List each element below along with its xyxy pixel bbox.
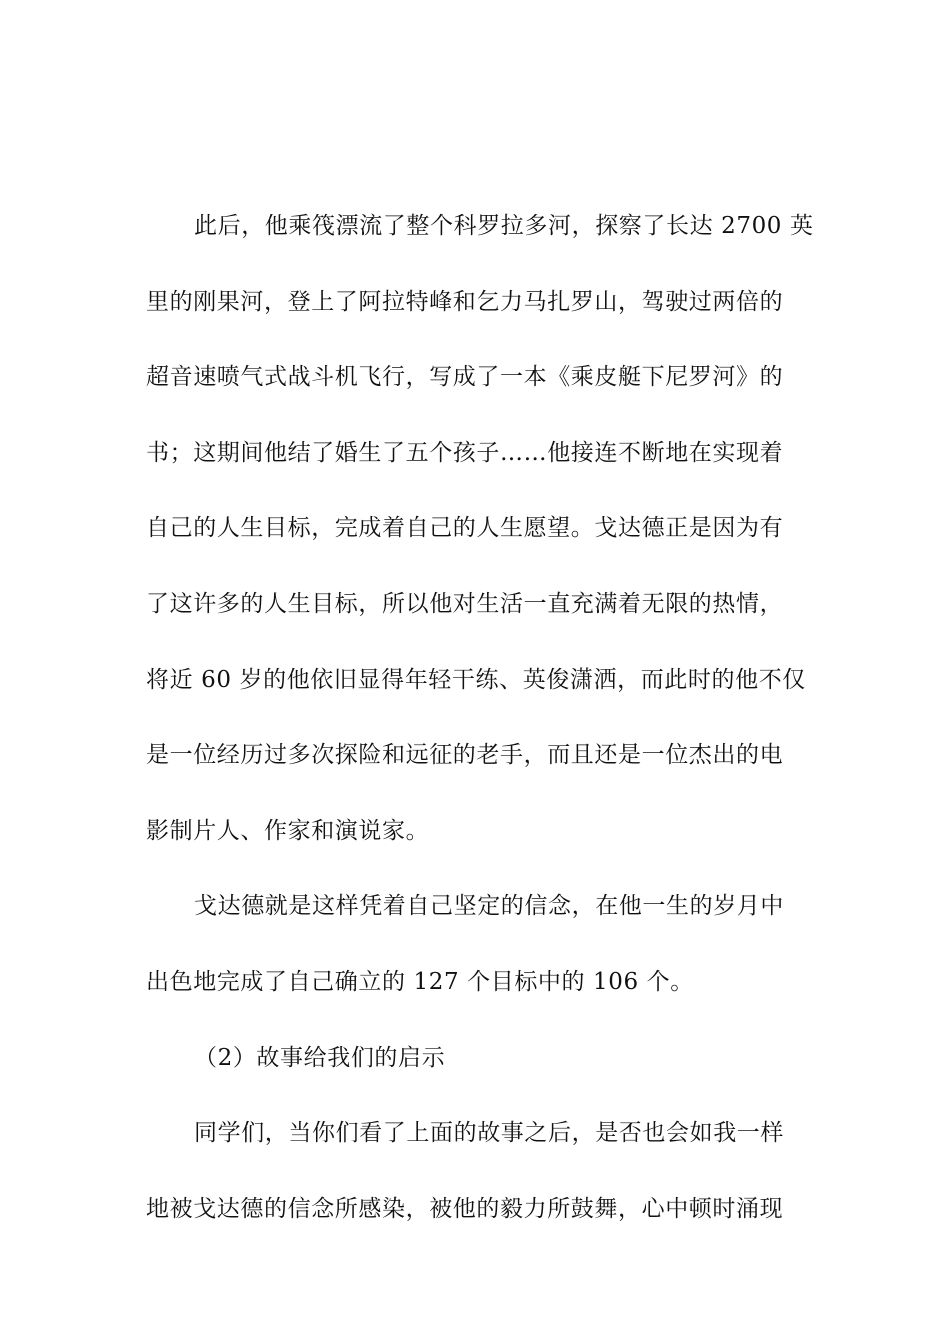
paragraph-line: 里的刚果河，登上了阿拉特峰和乞力马扎罗山，驾驶过两倍的 [146,288,784,315]
paragraph-line: 戈达德就是这样凭着自己坚定的信念，在他一生的岁月中 [194,893,784,920]
body-text [146,196,814,1254]
paragraph-line: 了这许多的人生目标，所以他对生活一直充满着无限的热情， [146,590,784,617]
paragraph-line: 自己的人生目标，完成着自己的人生愿望。戈达德正是因为有 [146,515,784,542]
paragraph-line: 地被戈达德的信念所感染，被他的毅力所鼓舞，心中顿时涌现 [146,1195,784,1222]
paragraph-line: 影制片人、作家和演说家。 [146,817,430,844]
paragraph-line: 是一位经历过多次探险和远征的老手，而且还是一位杰出的电 [146,742,784,769]
paragraph-line: 此后，他乘筏漂流了整个科罗拉多河，探察了长达 2700 英 [194,213,814,239]
section-heading: （2）故事给我们的启示 [194,1044,446,1071]
paragraph-line: 出色地完成了自己确立的 127 个目标中的 106 个。 [146,968,694,995]
paragraph-line: 超音速喷气式战斗机飞行，写成了一本《乘皮艇下尼罗河》的 [146,364,784,391]
paragraph-line: 将近 60 岁的他依旧显得年轻干练、英俊潇洒，而此时的他不仅 [146,666,806,693]
paragraph-line: 同学们，当你们看了上面的故事之后，是否也会如我一样 [194,1120,784,1147]
paragraph-line: 书；这期间他结了婚生了五个孩子……他接连不断地在实现着 [146,439,784,466]
